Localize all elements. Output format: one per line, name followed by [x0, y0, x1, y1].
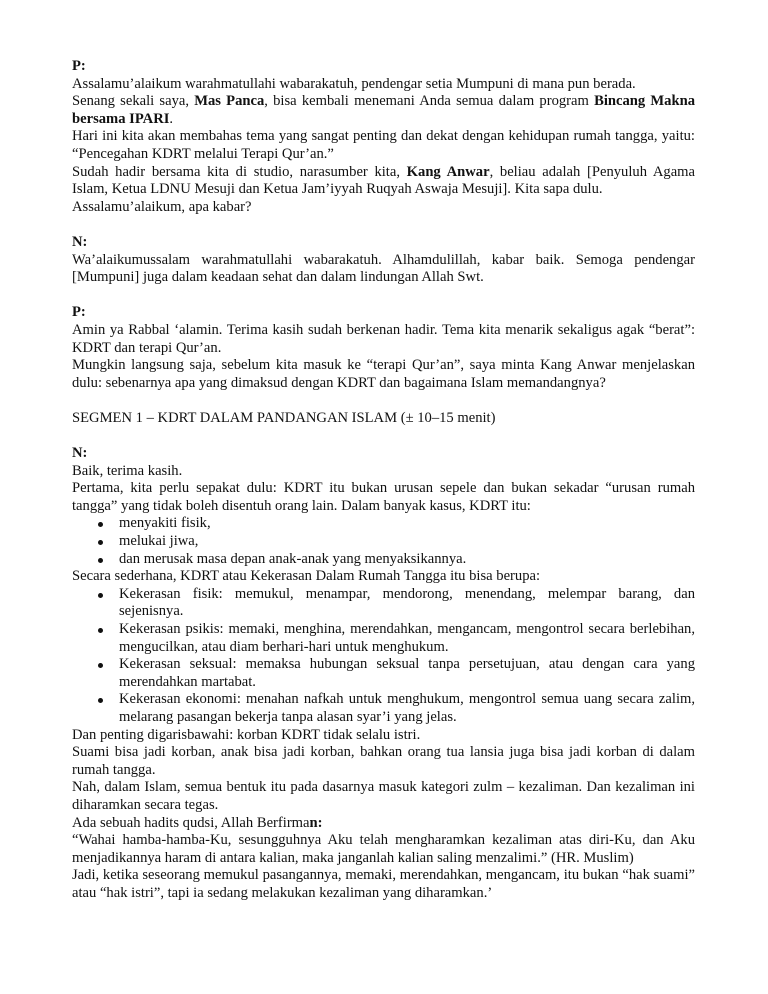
paragraph: Assalamu’alaikum, apa kabar?: [72, 198, 252, 215]
text: Ada sebuah hadits qudsi, Allah Berfirma: [72, 814, 310, 831]
list-item: Kekerasan seksual: memaksa hubungan seksual tanpa persetujuan, atau dengan cara yang merendahkan martabat.: [72, 656, 695, 691]
speaker-label: N:: [72, 233, 88, 250]
paragraph: Hari ini kita akan membahas tema yang sangat penting dan dekat dengan kehidupan rumah tangga, yaitu: “Pencegahan KDRT melalui Terapi Qur’an.”: [72, 128, 695, 162]
speaker-label: P:: [72, 58, 86, 74]
hadith-quote: “Wahai hamba-hamba-Ku, sesungguhnya Aku telah mengharamkan kezaliman atas diri-Ku, dan Aku menjadikannya haram di antara kalian, maka janganlah kalian saling menzalimi.” (HR. Muslim): [72, 832, 695, 866]
list-item: dan merusak masa depan anak-anak yang menyaksikannya.: [72, 551, 695, 569]
text: Sudah hadir bersama kita di studio, narasumber kita,: [72, 163, 407, 180]
paragraph: Dan penting digarisbawahi: korban KDRT tidak selalu istri.: [72, 726, 421, 743]
list-item: melukai jiwa,: [72, 533, 695, 551]
paragraph: [72, 164, 695, 199]
paragraph: Assalamu’alaikum warahmatullahi wabarakatuh, pendengar setia Mumpuni di mana pun berada.: [72, 75, 636, 92]
spacer: [72, 287, 695, 305]
paragraph: Baik, terima kasih.: [72, 462, 183, 479]
paragraph: Wa’alaikumussalam warahmatullahi wabarakatuh. Alhamdulillah, kabar baik. Semoga pendengar [Mumpuni] juga dalam keadaan sehat dan dalam lindungan Allah Swt.: [72, 251, 695, 286]
list-item: Kekerasan ekonomi: menahan nafkah untuk menghukum, mengontrol semua uang secara zalim, melarang pasangan bekerja tanpa alasan syar’i yang jelas.: [72, 691, 695, 726]
text-bold: n:: [309, 814, 323, 831]
list-item: Kekerasan fisik: memukul, menampar, mendorong, menendang, melempar barang, dan sejenisnya.: [72, 586, 695, 621]
paragraph: Pertama, kita perlu sepakat dulu: KDRT itu bukan urusan sepele dan bukan sekadar “urusan rumah tangga” yang tidak boleh disentuh orang lain. Dalam banyak kasus, KDRT itu:: [72, 480, 695, 514]
effects-list: [72, 515, 695, 568]
list-item: menyakiti fisik,: [72, 515, 695, 533]
document-page: [72, 58, 695, 903]
text: Senang sekali saya,: [72, 93, 195, 110]
paragraph: Secara sederhana, KDRT atau Kekerasan Dalam Rumah Tangga itu bisa berupa:: [72, 568, 541, 585]
paragraph: Mungkin langsung saja, sebelum kita masuk ke “terapi Qur’an”, saya minta Kang Anwar menjelaskan dulu: sebenarnya apa yang dimaksud dengan KDRT dan bagaimana Islam memandangnya?: [72, 357, 695, 391]
segment-heading: SEGMEN 1 – KDRT DALAM PANDANGAN ISLAM (± 10–15 menit): [72, 409, 496, 426]
paragraph: Amin ya Rabbal ‘alamin. Terima kasih sudah berkenan hadir. Tema kita menarik sekaligus agak “berat”: KDRT dan terapi Qur’an.: [72, 321, 695, 356]
host-name: Mas Panca: [194, 93, 265, 110]
text: , beliau adalah [Penyuluh Agama Islam, Ketua LDNU Mesuji dan Ketua Jam’iyyah Ruqyah Aswaja Mesuji]. Kita sapa dulu.: [72, 163, 695, 198]
text: .: [169, 110, 174, 127]
guest-name: Kang Anwar: [406, 163, 490, 180]
list-item: Kekerasan psikis: memaki, menghina, merendahkan, mengancam, mengontrol secara berlebihan, mengucilkan, atau diam berhari-hari untuk menghukum.: [72, 621, 695, 656]
speaker-label: P:: [72, 304, 86, 321]
spacer: [72, 427, 695, 445]
paragraph: Jadi, ketika seseorang memukul pasangannya, memaki, merendahkan, mengancam, itu bukan “hak suami” atau “hak istri”, tapi ia sedang melakukan kezaliman yang diharamkan.’: [72, 867, 695, 901]
spacer: [72, 216, 695, 234]
text: , bisa kembali menemani Anda semua dalam program: [264, 93, 595, 110]
paragraph: [72, 815, 695, 833]
paragraph: [72, 93, 695, 128]
forms-list: [72, 586, 695, 727]
speaker-label: N:: [72, 445, 88, 462]
program-name: Bincang Makna bersama IPARI: [72, 93, 695, 127]
paragraph: Suami bisa jadi korban, anak bisa jadi korban, bahkan orang tua lansia juga bisa jadi korban di dalam rumah tangga.: [72, 744, 695, 778]
paragraph: Nah, dalam Islam, semua bentuk itu pada dasarnya masuk kategori zulm – kezaliman. Dan kezaliman ini diharamkan secara tegas.: [72, 779, 695, 813]
spacer: [72, 392, 695, 410]
